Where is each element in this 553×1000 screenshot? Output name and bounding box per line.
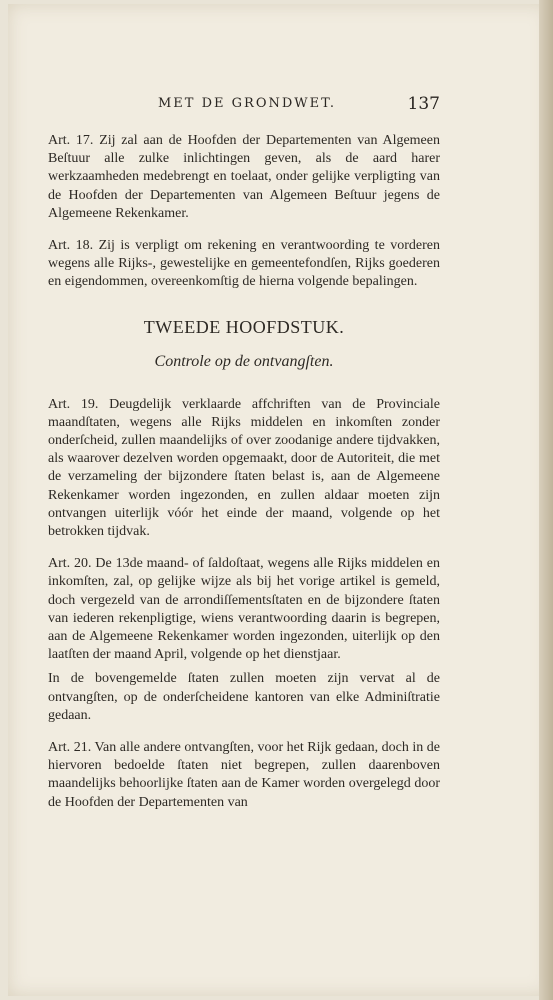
book-edge — [539, 0, 553, 1000]
paragraph-art-21: Art. 21. Van alle andere ontvangſten, voor het Rijk gedaan, doch in de hiervoren bedoelde ſtaten niet begrepen, zullen daarenboven maandelijks behoorlijke ſtaten aan de Kamer worden overgelegd door de Hoofden der Departementen van — [48, 740, 440, 810]
paragraph-art-18: Art. 18. Zij is verpligt om rekening en verantwoording te vorderen wegens alle Rijks-, gewestelijke en gemeentefondſen, Rijks goederen en eigendommen, overeenkomſtig de hierna volgende bepalingen. — [48, 238, 440, 290]
page-number: 137 — [407, 94, 440, 114]
page-header — [48, 94, 440, 118]
paragraph-art-17: Art. 17. Zij zal aan de Hoofden der Departementen van Algemeen Beſtuur alle zulke inlichtingen geven, als de aard harer werkzaamheden medebrengt en toelaat, onder gelijke verpligting van de Hoofden der Departementen van Algemeen Beſtuur jegens de Algemeene Rekenkamer. — [48, 133, 440, 221]
paragraph-art-19: Art. 19. Deugdelijk verklaarde affchriften van de Provinciale maandſtaten, wegens alle Rijks middelen en inkomſten zonder onderſcheid, zullen maandelijks of over zoodanige andere tijdvakken, als waarover dezelven worden opgemaakt, door de Autoriteit, die met de verzameling der bijzondere ſtaten belast is, aan de Algemeene Rekenkamer worden ingezonden, en zullen aldaar moeten zijn ontvangen uiterlijk vóór het einde der maand, volgende op het betrokken tijdvak. — [48, 396, 440, 540]
book-page — [8, 4, 549, 996]
running-title: MET DE GRONDWET. — [158, 96, 337, 111]
paragraph-art-20: Art. 20. De 13de maand- of ſaldoſtaat, wegens alle Rijks middelen en inkomſten, zal, op gelijke wijze als bij het vorige artikel is gemeld, doch vergezeld van de arrondiſſementsſtaten en de bijzondere ſtaten van iederen rekenpligtige, wiens verantwoording daarin is begrepen, aan de Algemeene Rekenkamer worden ingezonden, uiterlijk op den laatſten der maand April, volgende op het dienstjaar. — [48, 556, 440, 663]
page-body — [48, 132, 440, 812]
paragraph-art-20-continued: In de bovengemelde ſtaten zullen moeten zijn vervat al de ontvangſten, op de onderſcheidene kantoren van elke Adminiſtratie gedaan. — [48, 671, 440, 723]
chapter-title: TWEEDE HOOFDSTUK. — [143, 316, 345, 337]
chapter-subtitle: Controle op de ontvangſten. — [154, 352, 334, 370]
